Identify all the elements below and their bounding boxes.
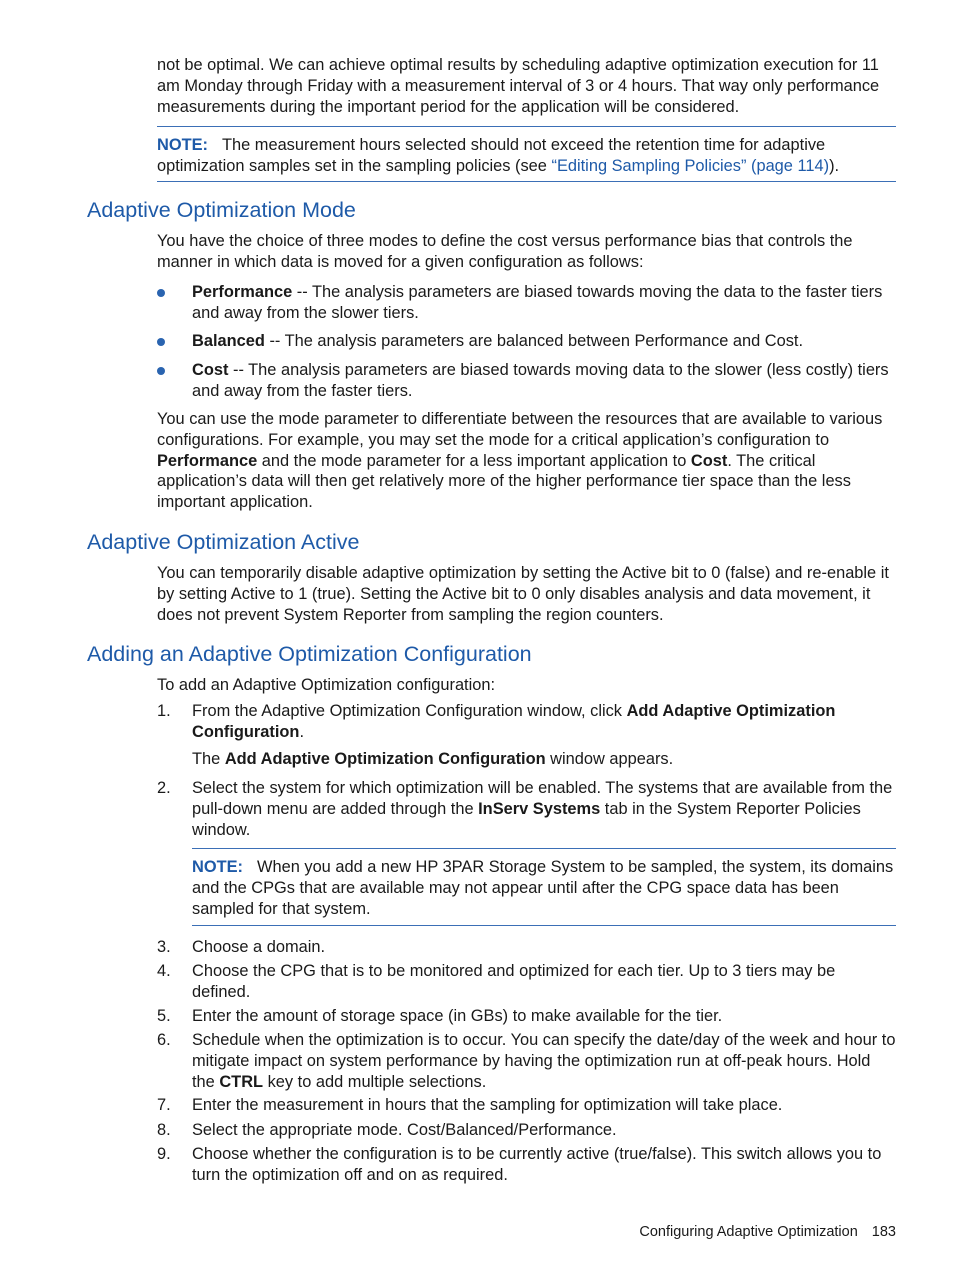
mode-para-bold: Cost bbox=[690, 451, 728, 470]
step-8: Select the appropriate mode. Cost/Balanced/Performance. bbox=[192, 1121, 617, 1139]
step-text: tab in the System Reporter Policies window. bbox=[192, 799, 861, 839]
step-3: Choose a domain. bbox=[192, 938, 326, 956]
note-top-rule bbox=[157, 126, 896, 127]
note-box bbox=[192, 857, 897, 919]
note-text: When you add a new HP 3PAR Storage System to be sampled, the system, its domains and the CPGs that are available may not appear until after the CPG space data has been sampled for that system. bbox=[192, 858, 894, 918]
page-number: 183 bbox=[871, 1224, 896, 1240]
mode-intro: You have the choice of three modes to define the cost versus performance bias that controls the manner in which data is moved for a given configuration as follows: bbox=[157, 232, 853, 271]
step-number: 3. bbox=[157, 938, 171, 956]
note-label: NOTE: bbox=[157, 136, 208, 154]
bullet-performance bbox=[192, 282, 897, 324]
mode-para-text: You can use the mode parameter to differentiate between the resources that are available to various configurations. For example, you may set the mode for a critical application’s configuration to bbox=[157, 410, 883, 449]
bullet-cost bbox=[192, 360, 897, 402]
step-number: 9. bbox=[157, 1145, 171, 1163]
footer-title: Configuring Adaptive Optimization bbox=[639, 1224, 858, 1240]
adding-intro: To add an Adaptive Optimization configuration: bbox=[157, 676, 496, 694]
bullet-icon bbox=[157, 289, 165, 297]
active-paragraph: You can temporarily disable adaptive optimization by setting the Active bit to 0 (false) and re-enable it by setting Active to 1 (true). Setting the Active bit to 0 only disables analysis and data movement, it does not prevent System Reporter from sampling the region counters. bbox=[157, 564, 889, 624]
bullet-term: Balanced bbox=[192, 332, 265, 350]
bullet-text: -- The analysis parameters are balanced between Performance and Cost. bbox=[264, 332, 804, 350]
heading-adding-configuration: Adding an Adaptive Optimization Configuration bbox=[87, 642, 532, 666]
bullet-term: Performance bbox=[192, 283, 293, 301]
step-5: Enter the amount of storage space (in GBs) to make available for the tier. bbox=[192, 1007, 723, 1025]
step-text: The bbox=[192, 750, 225, 768]
note-bottom-rule bbox=[192, 925, 896, 926]
step-9: Choose whether the configuration is to be currently active (true/false). This switch allows you to turn the optimization off and on as required. bbox=[192, 1145, 882, 1184]
step-4: Choose the CPG that is to be monitored and optimized for each tier. Up to 3 tiers may be defined. bbox=[192, 962, 836, 1001]
step-number: 2. bbox=[157, 779, 171, 797]
step-number: 1. bbox=[157, 702, 171, 720]
step-7: Enter the measurement in hours that the sampling for optimization will take place. bbox=[192, 1096, 783, 1114]
bullet-balanced bbox=[192, 331, 897, 352]
step-number: 8. bbox=[157, 1121, 171, 1139]
step-text: Select the system for which optimization will be enabled. The systems that are available from the pull-down menu are added through the bbox=[192, 779, 893, 818]
step-number: 5. bbox=[157, 1007, 171, 1025]
note-box bbox=[157, 135, 897, 177]
intro-paragraph: not be optimal. We can achieve optimal results by scheduling adaptive optimization execution for 11 am Monday through Friday with a measurement interval of 3 or 4 hours. That way only performance measurements during the important period for the application will be considered. bbox=[157, 56, 880, 116]
step-6 bbox=[192, 1030, 897, 1092]
bullet-term: Cost bbox=[192, 361, 229, 379]
mode-para-text: . The critical application’s data will then get relatively more of the higher performance tier space than the less important application. bbox=[157, 451, 851, 512]
note-bottom-rule bbox=[157, 181, 896, 182]
bullet-icon bbox=[157, 338, 165, 346]
step-text: window appears. bbox=[545, 750, 674, 768]
note-text-end: ). bbox=[829, 156, 840, 175]
mode-para-bold: Performance bbox=[157, 451, 258, 470]
mode-para-text: and the mode parameter for a less important application to bbox=[257, 451, 691, 470]
heading-adaptive-optimization-active: Adaptive Optimization Active bbox=[87, 530, 360, 554]
note-text: The measurement hours selected should not exceed the retention time for adaptive optimization samples set in the sampling policies (see bbox=[157, 136, 826, 175]
step-bold: CTRL bbox=[219, 1072, 264, 1091]
bullet-text: -- The analysis parameters are biased towards moving data to the slower (less costly) tiers and away from the faster tiers. bbox=[192, 361, 889, 400]
step-bold: Add Adaptive Optimization Configuration bbox=[192, 702, 836, 741]
step-bold: InServ Systems bbox=[478, 799, 601, 818]
step-text: From the Adaptive Optimization Configuration window, click bbox=[192, 702, 627, 720]
step-text: Schedule when the optimization is to occur. You can specify the date/day of the week and hour to mitigate impact on system performance by having the optimization run at off-peak hours. Hold the bbox=[192, 1031, 896, 1091]
step-number: 4. bbox=[157, 962, 171, 980]
note-top-rule bbox=[192, 848, 896, 849]
step-1 bbox=[192, 701, 897, 743]
note-label: NOTE: bbox=[192, 858, 243, 876]
bullet-icon bbox=[157, 367, 165, 375]
page-footer bbox=[639, 1222, 896, 1242]
step-2 bbox=[192, 778, 897, 840]
editing-sampling-policies-link[interactable]: “Editing Sampling Policies” (page 114) bbox=[551, 156, 830, 175]
step-text: . bbox=[299, 722, 304, 741]
heading-adaptive-optimization-mode: Adaptive Optimization Mode bbox=[87, 198, 356, 222]
step-1-result bbox=[192, 749, 897, 770]
bullet-text: -- The analysis parameters are biased towards moving the data to the faster tiers and away from the slower tiers. bbox=[192, 283, 883, 322]
step-number: 7. bbox=[157, 1096, 171, 1114]
step-number: 6. bbox=[157, 1031, 171, 1049]
mode-paragraph bbox=[157, 409, 897, 513]
step-text: key to add multiple selections. bbox=[263, 1072, 487, 1091]
step-bold: Add Adaptive Optimization Configuration bbox=[224, 750, 546, 768]
